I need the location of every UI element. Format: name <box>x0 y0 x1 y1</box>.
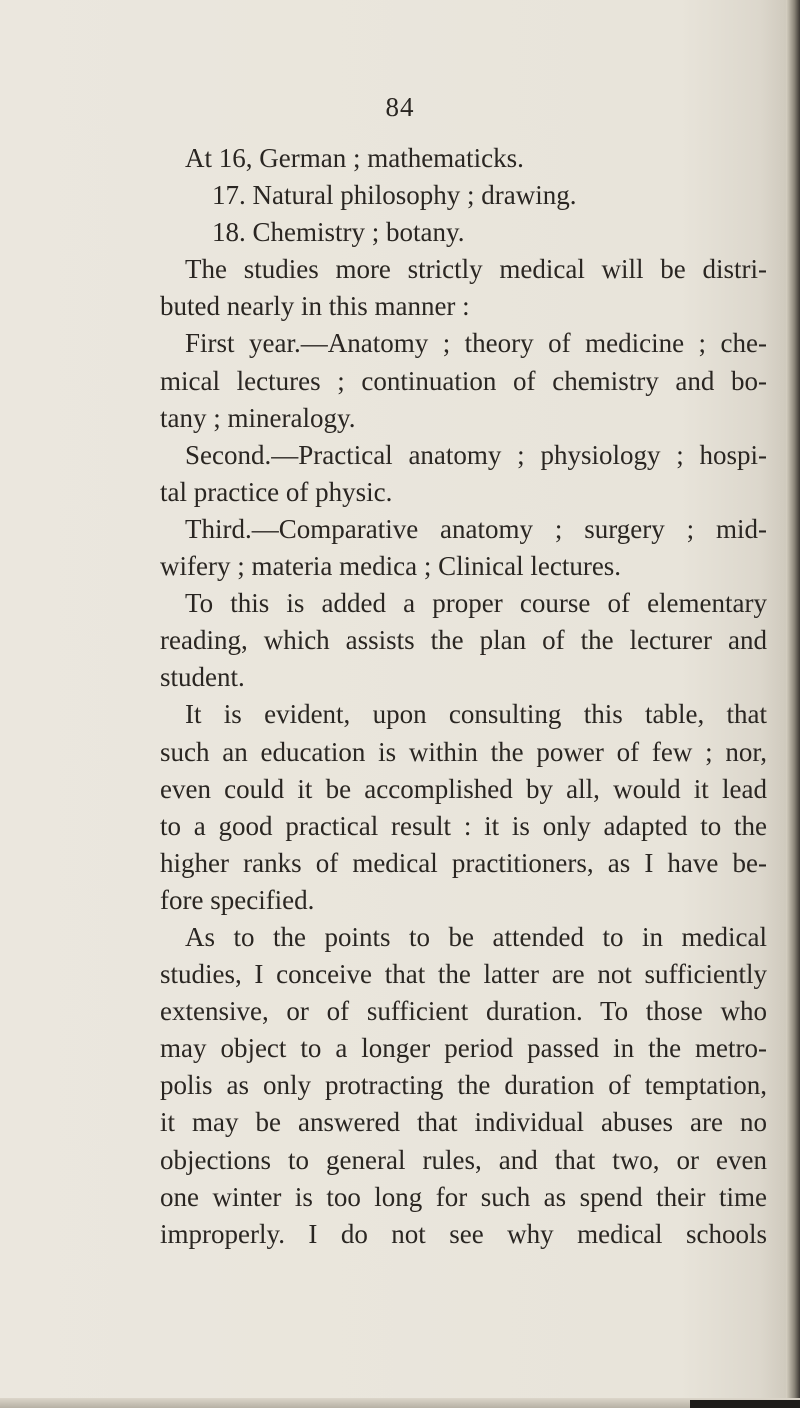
text-line: studies, I conceive that the latter are not sufficiently <box>160 959 767 990</box>
text-line: tany ; mineralogy. <box>160 402 356 433</box>
text-line: polis as only protracting the duration of temptation, <box>160 1070 767 1101</box>
text-line: even could it be accomplished by all, would it lead <box>160 773 767 804</box>
text-line: tal practice of physic. <box>160 476 393 507</box>
text-line: to a good practical result : it is only adapted to the <box>160 810 767 841</box>
text-line: buted nearly in this manner : <box>160 291 470 322</box>
text-line: it may be answered that individual abuses are no <box>160 1107 767 1138</box>
text-line: objections to general rules, and that two, or even <box>160 1144 767 1175</box>
text-line: 17. Natural philosophy ; drawing. <box>212 180 577 211</box>
text-line: such an education is within the power of few ; nor, <box>160 736 767 767</box>
text-line: reading, which assists the plan of the lecturer and <box>160 625 767 656</box>
text-line: 18. Chemistry ; botany. <box>212 217 465 248</box>
text-line: student. <box>160 662 245 693</box>
text-line: Second.—Practical anatomy ; physiology ; hospi- <box>185 439 767 470</box>
text-line: higher ranks of medical practitioners, as I have be- <box>160 847 767 878</box>
text-line: wifery ; materia medica ; Clinical lectures. <box>160 551 622 582</box>
page-number: 84 <box>385 92 415 122</box>
page-edge-shadow <box>786 0 800 1408</box>
text-line: First year.—Anatomy ; theory of medicine ; che- <box>185 328 767 359</box>
page-corner-shadow <box>690 1400 800 1408</box>
text-line: fore specified. <box>160 884 315 915</box>
text-line: At 16, German ; mathematicks. <box>185 143 524 173</box>
body-text <box>160 140 767 1253</box>
text-line: may object to a longer period passed in the metro- <box>160 1033 767 1064</box>
text-line: extensive, or of sufficient duration. To those who <box>160 996 767 1027</box>
page-bottom-edge <box>0 1398 800 1408</box>
text-line: mical lectures ; continuation of chemistry and bo- <box>160 365 767 396</box>
text-line: improperly. I do not see why medical schools <box>160 1218 767 1249</box>
text-line: The studies more strictly medical will be distri- <box>185 254 767 285</box>
text-line: To this is added a proper course of elementary <box>185 588 767 619</box>
text-line: Third.—Comparative anatomy ; surgery ; mid- <box>185 513 767 544</box>
text-line: It is evident, upon consulting this table, that <box>185 699 767 730</box>
text-line: As to the points to be attended to in medical <box>185 921 767 952</box>
text-line: one winter is too long for such as spend their time <box>160 1181 767 1212</box>
